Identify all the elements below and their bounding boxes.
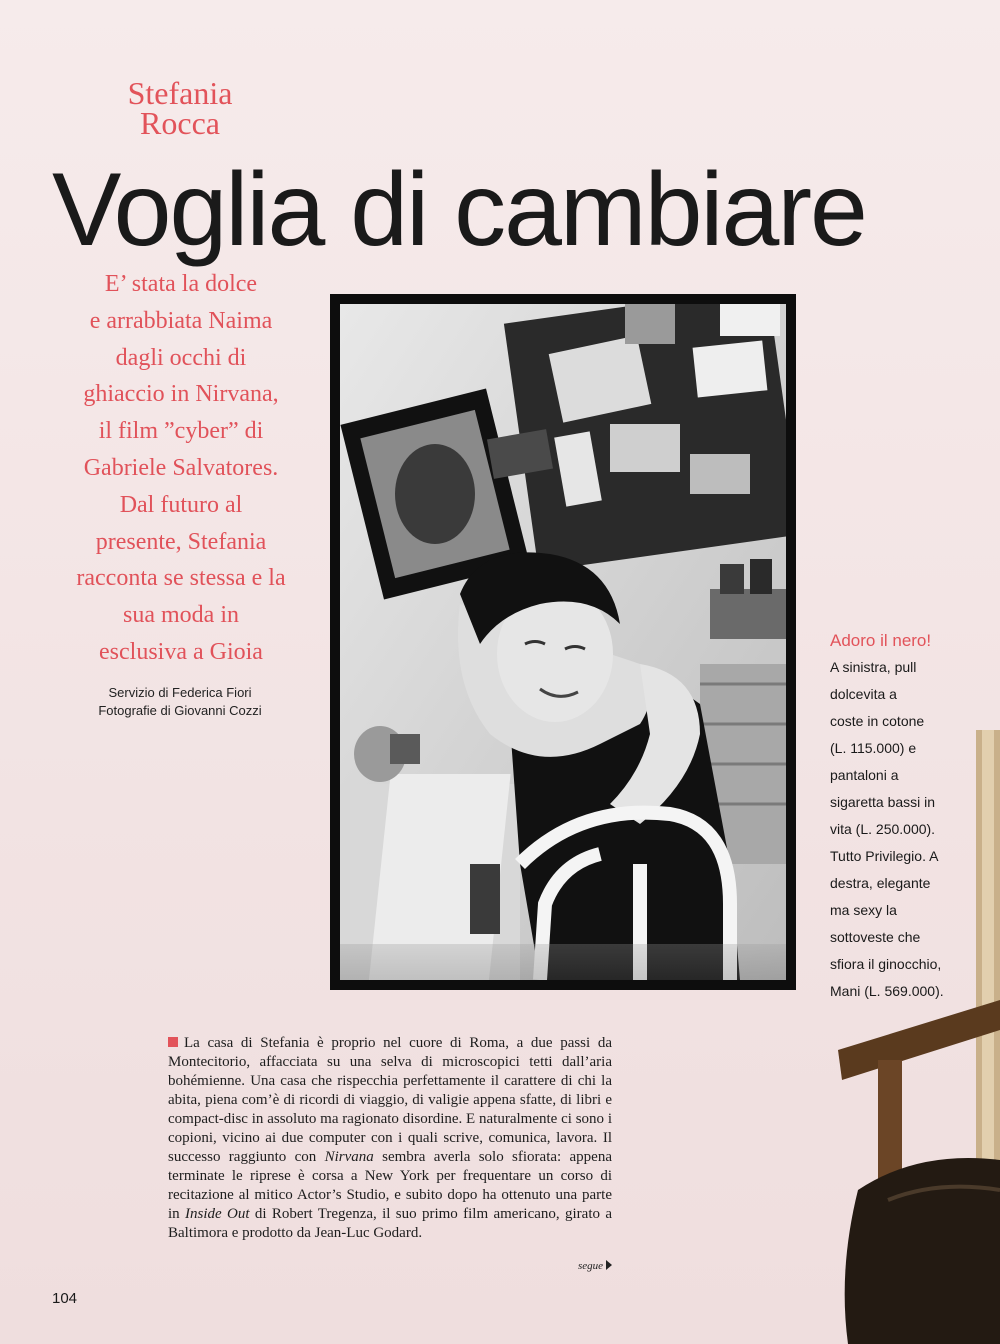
caption-line: pantaloni a (830, 767, 899, 783)
article-standfirst (40, 266, 322, 671)
caption-line: sigaretta bassi in (830, 794, 936, 810)
standfirst-line: E’ stata la dolce (104, 271, 258, 297)
portrait-photo (330, 294, 796, 990)
article-headline: Voglia di cambiare (52, 152, 866, 268)
standfirst-line: sua moda in (123, 602, 239, 629)
standfirst-line: ghiaccio in Nirvana, (83, 381, 279, 408)
article-credits (60, 684, 300, 720)
article-body (168, 1034, 612, 1243)
film-title: Inside Out (185, 1206, 250, 1222)
kicker-first-name: Stefania (127, 75, 233, 111)
caption-line: sfiora il ginocchio, (830, 956, 942, 972)
body-text-part: sembra averla solo sfiorata: appena terminate le riprese è corsa a New York per frequentare un corso di recitazione al mitico Actor’s Studio, e subito dopo ha ottenuto una parte in (168, 1149, 612, 1222)
writer-credit: Servizio di Federica Fiori (108, 685, 252, 700)
standfirst-line: presente, Stefania (95, 528, 267, 555)
standfirst-line: esclusiva a Gioia (99, 638, 263, 665)
article-kicker (60, 75, 300, 141)
standfirst-line: racconta se stessa e la (76, 565, 286, 592)
caption-line: Tutto Privilegio. A (830, 848, 939, 864)
caption-line: vita (L. 250.000). (830, 821, 936, 837)
standfirst-line: il film ”cyber” di (98, 418, 264, 445)
standfirst-line: dagli occhi di (115, 344, 247, 371)
wooden-chair-photo (828, 730, 1000, 1344)
caption-line: Mani (L. 569.000). (830, 983, 944, 999)
continue-label: segue (577, 1260, 603, 1272)
body-text-part: di Robert Tregenza, il suo primo film americano, girato a Baltimora e prodotto da Jean-Luc Godard. (168, 1206, 612, 1241)
arrow-right-icon (606, 1260, 612, 1270)
kicker-last-name: Rocca (140, 105, 220, 141)
body-text-part: La casa di Stefania è proprio nel cuore di Roma, a due passi da Montecitorio, affacciata su una selva di microscopici tetti dall’aria bohémienne. Una casa che rispecchia perfettamente il carattere di chi la abita, piena com’è di ricordi di viaggio, di valigie appena sfatte, di libri e compact-disc in assoluto ma ragionato disordine. E naturalmente ci sono i copioni, vicino ai due computer con i quali scrive, comunica, lavora. Il successo raggiunto con (168, 1035, 612, 1165)
caption-line: dolcevita a (830, 686, 897, 702)
caption-line: destra, elegante (830, 875, 931, 891)
film-title: Nirvana (324, 1149, 374, 1165)
standfirst-line: e arrabbiata Naima (89, 307, 273, 334)
caption-line: coste in cotone (830, 713, 925, 729)
standfirst-line: Dal futuro al (119, 491, 243, 518)
caption-line: ma sexy la (830, 902, 897, 918)
caption-line: (L. 115.000) e (830, 740, 917, 756)
caption-title: Adoro il nero! (830, 631, 932, 650)
caption-line: sottoveste che (830, 929, 921, 945)
photographer-credit: Fotografie di Giovanni Cozzi (98, 703, 262, 718)
continue-marker (560, 1260, 612, 1272)
caption-line: A sinistra, pull (830, 659, 917, 675)
portrait-illustration (340, 304, 786, 980)
paragraph-bullet-icon (168, 1037, 178, 1047)
page-number: 104 (52, 1290, 78, 1307)
standfirst-line: Gabriele Salvatores. (83, 454, 279, 481)
